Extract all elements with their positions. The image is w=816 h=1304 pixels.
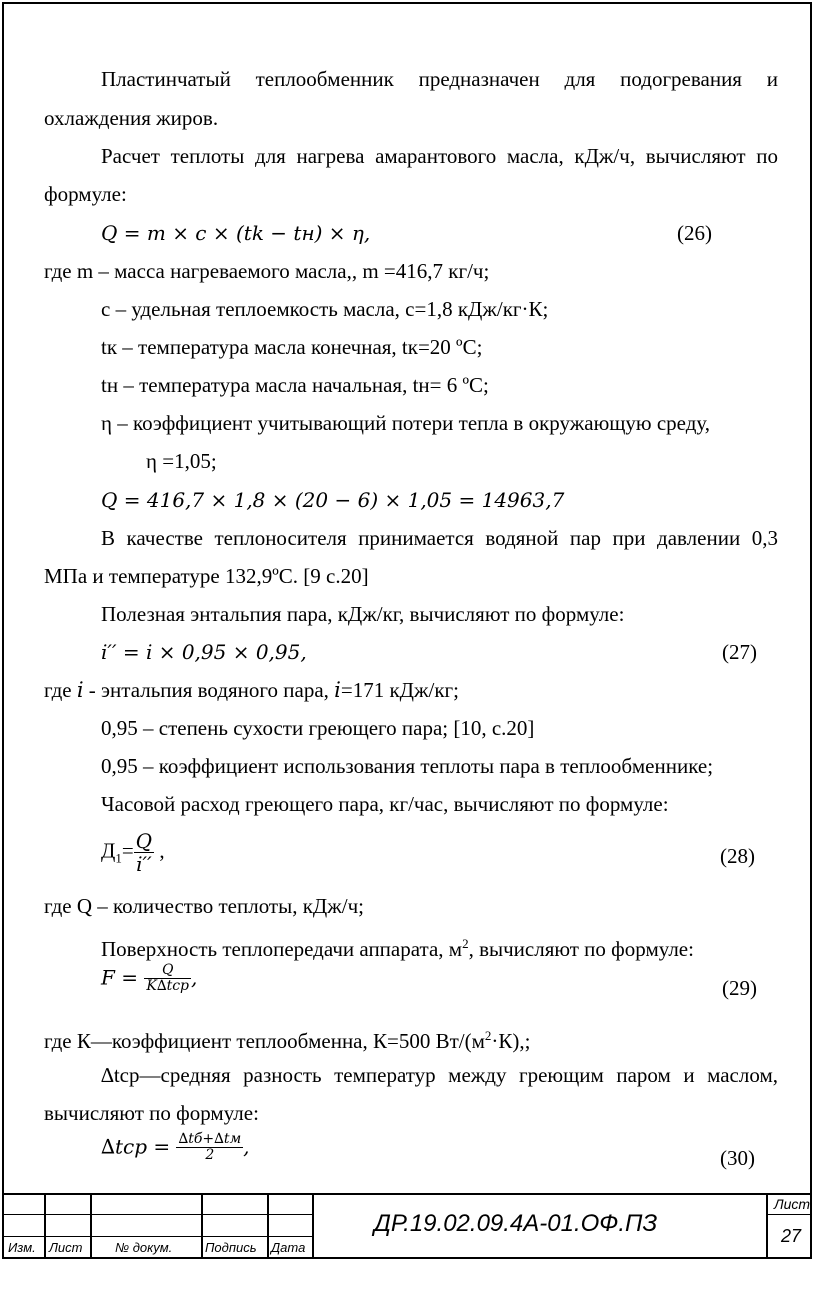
eq29-fraction xyxy=(144,963,191,995)
eq29-left: 𝐹 = xyxy=(101,965,138,990)
paragraph-2-line-2: формуле: xyxy=(44,182,127,206)
equation-29 xyxy=(101,963,197,995)
paragraph-5: Часовой расход греющего пара, кг/час, вычисляют по формуле: xyxy=(101,792,669,816)
stamp-col-3 xyxy=(201,1193,203,1259)
stamp-col-4 xyxy=(267,1193,269,1259)
title-block xyxy=(2,1193,812,1259)
stamp-sheet-label: Лист xyxy=(774,1196,811,1212)
eta-value: η =1,05; xyxy=(146,449,217,473)
where-eta: η – коэффициент учитывающий потери тепла в окружающую среду, xyxy=(101,411,711,435)
eq30-numerator: ∆𝑡б+∆𝑡м xyxy=(178,1131,242,1147)
stamp-label-sign: Подпись xyxy=(205,1240,257,1255)
eq28-tail: , xyxy=(154,838,165,863)
eq28-numerator: 𝑄 xyxy=(135,829,153,853)
stamp-label-list: Лист xyxy=(49,1240,83,1255)
stamp-col-5 xyxy=(312,1193,314,1259)
paragraph-3-line-2: МПа и температуре 132,9ºС. [9 с.20] xyxy=(44,564,369,588)
where-c: с – удельная теплоемкость масла, с=1,8 кДж/кг·К; xyxy=(101,297,549,321)
paragraph-1-line-2: охлаждения жиров. xyxy=(44,106,219,130)
equation-27: 𝑖′′ = 𝑖 × 0,95 × 0,95, xyxy=(101,640,307,664)
document-code: ДР.19.02.09.4А-01.ОФ.ПЗ xyxy=(374,1210,658,1237)
equation-30-number: (30) xyxy=(720,1146,755,1170)
p6-text-a: Поверхность теплопередачи аппарата, м xyxy=(101,937,463,961)
stamp-label-date: Дата xyxy=(271,1240,306,1255)
equation-29-number: (29) xyxy=(722,976,757,1000)
stamp-sheet-line xyxy=(766,1214,812,1215)
paragraph-3-line-1: В качестве теплоносителя принимается водяной пар при давлении 0,3 xyxy=(101,526,778,550)
eq28-equals: = xyxy=(121,838,134,863)
where-tn: tн – температура масла начальная, tн= 6 ºС; xyxy=(101,373,489,397)
paragraph-1-line-1: Пластинчатый теплообменник предназначен для подогревания и xyxy=(101,67,778,91)
eq28-subscript: 1 xyxy=(115,850,122,866)
eq28-symbol: Д xyxy=(101,838,116,863)
equation-26-number: (26) xyxy=(677,221,712,245)
paragraph-7-line-2: вычисляют по формуле: xyxy=(44,1101,259,1125)
where-K-sup: 2 xyxy=(484,1028,492,1043)
where-K xyxy=(44,1023,531,1054)
eq29-tail: , xyxy=(191,965,198,990)
eq30-fraction xyxy=(176,1132,243,1164)
where-i: где 𝑖 - энтальпия водяного пара, 𝑖=171 кДж/кг; xyxy=(44,678,459,702)
stamp-label-doc: № докум. xyxy=(115,1240,173,1255)
sheet-number: 27 xyxy=(781,1226,802,1246)
where-m: где m – масса нагреваемого масла,, m =416,7 кг/ч; xyxy=(44,259,490,283)
eq30-denominator: 2 xyxy=(205,1147,215,1164)
stamp-label-izm: Изм. xyxy=(8,1240,36,1255)
eq29-denominator: 𝐾∆𝑡ср xyxy=(146,978,190,995)
usage-note: 0,95 – коэффициент использования теплоты пара в теплообменнике; xyxy=(101,754,714,778)
paragraph-4: Полезная энтальпия пара, кДж/кг, вычисляют по формуле: xyxy=(101,602,625,626)
p6-text-b: , вычисляют по формуле: xyxy=(468,937,694,961)
p6-sup: 2 xyxy=(462,936,469,951)
eq28-fraction xyxy=(134,830,154,875)
where-Q: где Q – количество теплоты, кДж/ч; xyxy=(44,894,364,918)
eq30-left: ∆𝑡ср = xyxy=(101,1134,171,1159)
eq29-numerator: 𝑄 xyxy=(144,963,191,979)
paragraph-2-line-1: Расчет теплоты для нагрева амарантового масла, кДж/ч, вычисляют по xyxy=(101,144,778,168)
where-K-text-a: где К—коэффициент теплообменна, К=500 Вт/(м xyxy=(44,1029,485,1053)
calculation-q: 𝑄 = 416,7 × 1,8 × (20 − 6) × 1,05 = 14963,7 xyxy=(101,488,565,512)
eq30-tail: , xyxy=(243,1134,250,1159)
equation-28 xyxy=(101,830,165,875)
stamp-col-1 xyxy=(44,1193,46,1259)
where-tk: tк – температура масла конечная, tк=20 ºС; xyxy=(101,335,483,359)
equation-28-number: (28) xyxy=(720,844,755,868)
equation-27-number: (27) xyxy=(722,640,757,664)
stamp-col-6 xyxy=(766,1193,768,1259)
paragraph-6 xyxy=(101,931,694,962)
equation-30 xyxy=(101,1132,250,1164)
equation-26: 𝑄 = 𝑚 × 𝑐 × (𝑡𝑘 − 𝑡н) × 𝜂, xyxy=(101,221,371,245)
dryness-note: 0,95 – степень сухости греющего пара; [10, с.20] xyxy=(101,716,535,740)
stamp-top-border xyxy=(2,1193,812,1195)
where-K-text-b: ·К),; xyxy=(491,1029,531,1053)
paragraph-7-line-1: ∆tср—средняя разность температур между греющим паром и маслом, xyxy=(101,1063,778,1087)
eq28-denominator: 𝑖′′ xyxy=(136,852,152,876)
stamp-col-2 xyxy=(90,1193,92,1259)
